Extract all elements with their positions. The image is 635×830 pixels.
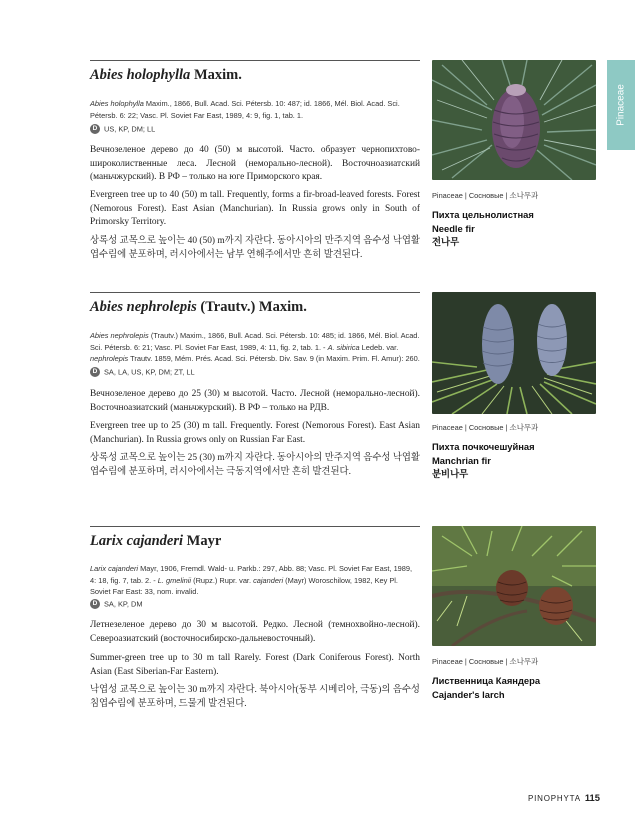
citation <box>90 330 420 365</box>
fir-cone-photo <box>432 292 596 414</box>
distribution-text: US, KP, DM; LL <box>104 124 156 134</box>
description-ko: 상록성 교목으로 높이는 25 (30) m까지 자란다. 동아시아의 만주지역 음수성 낙엽활엽수림에 분포하며, 러시아에서는 극동지역에서만 흔히 발견된다. <box>90 453 420 477</box>
species-name: Abies holophylla <box>90 67 191 83</box>
citation-italic: cajanderi <box>253 575 284 585</box>
larch-cone-photo <box>432 526 596 646</box>
family-caption: Pinaceae | Сосновые | 소나무과 <box>432 423 539 432</box>
species-title <box>90 533 221 550</box>
fir-cone-photo <box>432 60 596 180</box>
citation-italic: A. sibirica <box>327 342 360 352</box>
title-rule <box>90 526 420 527</box>
citation-italic: L. gmelinii <box>157 575 192 585</box>
name-en: Manchrian fir <box>432 454 491 466</box>
name-en: Cajander's larch <box>432 688 505 700</box>
species-name: Larix cajanderi <box>90 533 184 549</box>
citation-text: Trautv. 1859, Mém. Prés. Acad. Sci. Pétersb. Div. Sav. 9 (in Maxim. Prim. Fl. Amur): 260. <box>128 354 420 363</box>
species-author: Maxim. <box>193 67 242 83</box>
species-entry <box>90 60 596 280</box>
distribution-badge: D <box>90 124 100 134</box>
species-title <box>90 67 242 84</box>
species-title <box>90 299 307 316</box>
species-entry <box>90 292 596 492</box>
description-en: Evergreen tree up to 25 (30) m tall. Frequently. Forest (Nemorous Forest). East Asian (Manchurian). In Russia grows only on Russian Far East. <box>90 421 420 445</box>
title-rule <box>90 292 420 293</box>
name-ko: 분비나무 <box>432 468 469 480</box>
description-en: Summer-green tree up to 30 m tall Rarely. Forest (Dark Coniferous Forest). North Asian (East Siberian-Far Eastern). <box>90 653 420 677</box>
distribution <box>90 124 155 134</box>
description-ko: 상록성 교목으로 높이는 40 (50) m까지 자란다. 동아시아의 만주지역 음수성 낙엽활엽수림에 분포하며, 러시아에서는 남부 연해주에서만 흔히 발견된다. <box>90 236 420 260</box>
name-en: Needle fir <box>432 222 475 234</box>
footer-section: PINOPHYTA <box>528 794 581 803</box>
name-ru: Пихта цельнолистная <box>432 209 534 220</box>
citation <box>90 563 420 598</box>
species-author: (Trautv.) Maxim. <box>200 299 307 315</box>
distribution-text: SA, LA, US, KP, DM; ZT, LL <box>104 367 195 377</box>
citation-text: (Mayr) Woroschilow, 1982, Key Pl. Soviet Far East: 33, nom. invalid. <box>90 575 398 596</box>
species-author: Mayr <box>186 533 222 549</box>
page-number: 115 <box>584 792 600 803</box>
common-names <box>432 208 534 249</box>
common-names <box>432 440 535 481</box>
description-ru: Вечнозеленое дерево до 25 (30) м высотой. Часто. Лесной (неморально-лесной). Восточноазиатский (маньчжурский). В РФ – только на РДВ. <box>90 389 420 413</box>
page-footer <box>528 788 600 806</box>
citation-text: (Trautv.) Maxim., 1866, Bull. Acad. Sci. Pétersb. 10: 485; id. 1866, Mél. Biol. Acad. Sci. Pétersb. 6: 21; Vasc. Pl. Soviet Far East, 1989, 4: 11, fig. 2, tab. 1. - <box>90 331 420 352</box>
description-en: Evergreen tree up to 40 (50) m tall. Frequently, forms a fir-broad-leaved forests. Forest (Nemorous Forest). East Asian (Manchurian). In Russia grows only in South of Primorsky Territory. <box>90 190 420 228</box>
citation <box>90 98 420 121</box>
family-caption: Pinaceae | Сосновые | 소나무과 <box>432 191 539 200</box>
distribution-badge: D <box>90 367 100 377</box>
name-ko: 전나무 <box>432 236 460 248</box>
citation-text: Ledeb. var. <box>359 342 399 352</box>
citation-italic: Abies nephrolepis <box>90 331 149 340</box>
title-rule <box>90 60 420 61</box>
description-ru: Вечнозеленое дерево до 40 (50) м высотой. Часто. образует чернопихтово-широколиственные леса. Лесной (неморально-лесной). Восточноазиатский (маньчжурский). В РФ – только на юге Приморского края. <box>90 145 420 183</box>
common-names <box>432 674 540 701</box>
citation-text: (Rupz.) Rupr. var. <box>191 575 254 585</box>
name-ru: Пихта почкочешуйная <box>432 441 535 452</box>
distribution <box>90 367 195 377</box>
species-name: Abies nephrolepis <box>90 299 197 315</box>
citation-text: Mayr, 1906, Fremdl. Wald- u. Parkb.: 297, Abb. 88; Vasc. Pl. Soviet Far East, 1989, 4: 18, fig. 7, tab. 2. - <box>90 564 413 585</box>
section-tab <box>607 60 635 150</box>
citation-italic: Abies holophylla <box>90 99 144 108</box>
citation-italic: nephrolepis <box>90 354 129 363</box>
species-entry <box>90 526 596 726</box>
family-caption: Pinaceae | Сосновые | 소나무과 <box>432 657 539 666</box>
distribution-badge: D <box>90 599 100 609</box>
section-tab-label: Pinaceae <box>615 84 627 126</box>
distribution <box>90 599 142 609</box>
citation-text: Maxim., 1866, Bull. Acad. Sci. Pétersb. 10: 487; id. 1866, Mél. Biol. Acad. Sci. Pétersb. 6: 22; Vasc. Pl. Soviet Far East, 1989, 4: 9, fig. 1, tab. 1. <box>90 99 400 120</box>
name-ru: Лиственница Каяндера <box>432 675 541 686</box>
distribution-text: SA, KP, DM <box>104 599 143 609</box>
citation-italic: Larix cajanderi <box>90 564 139 573</box>
description-ko: 낙엽성 교목으로 높이는 30 m까지 자란다. 북아시아(동부 시베리아, 극동)의 음수성 침엽수림에 분포하며, 드물게 발견된다. <box>90 685 420 709</box>
description-ru: Летнезеленое дерево до 30 м высотой. Редко. Лесной (темнохвойно-лесной). Североазиатский (восточносибирско-дальневосточный). <box>90 620 420 644</box>
